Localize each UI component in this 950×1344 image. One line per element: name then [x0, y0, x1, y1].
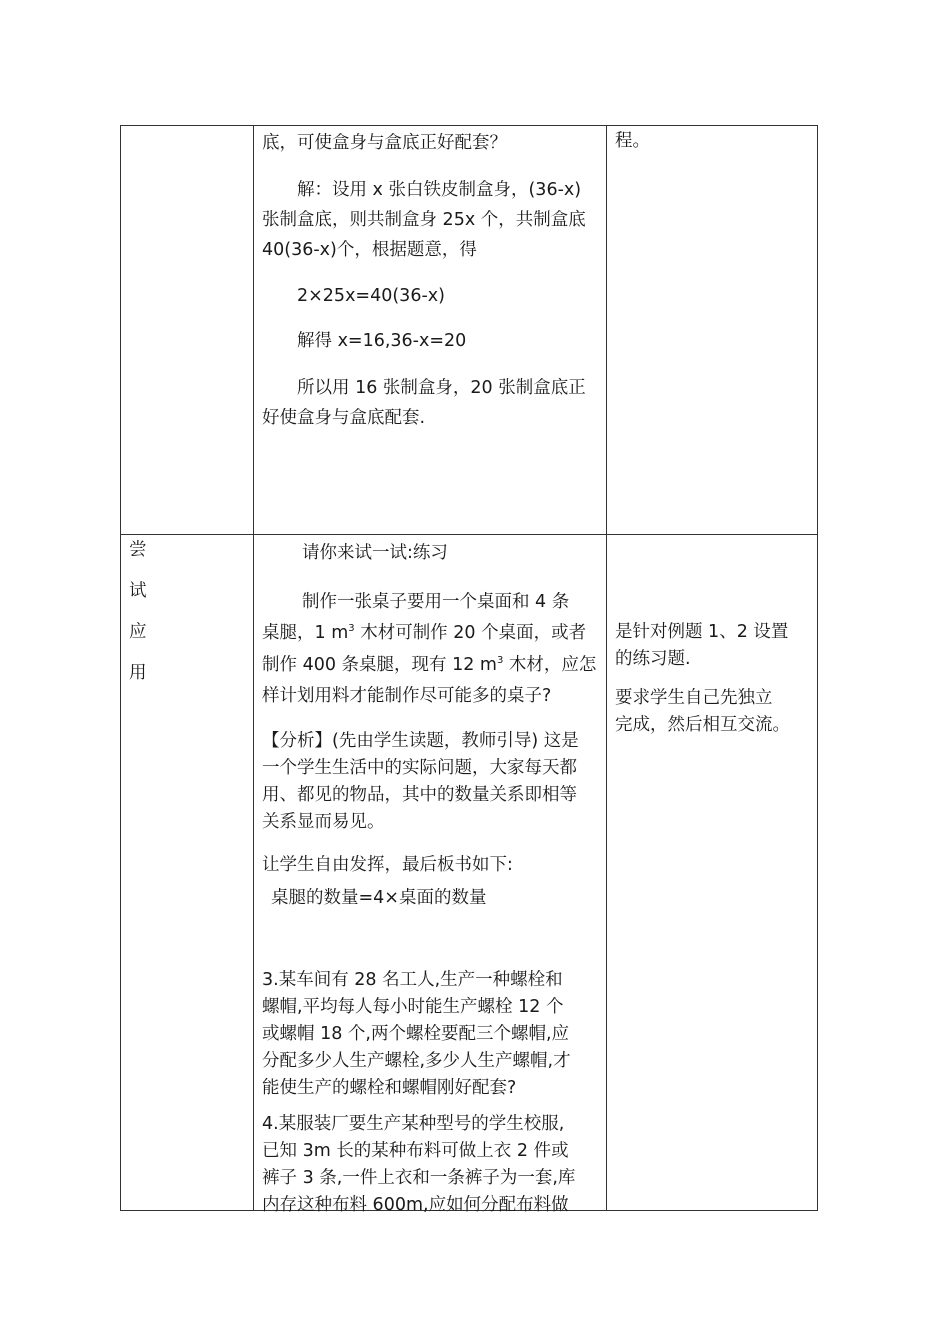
text-line: 制作一张桌子要用一个桌面和 4 条	[302, 592, 570, 612]
question-4-line: 裤子 3 条,一件上衣和一条裤子为一套,库	[262, 1168, 576, 1188]
note-text: 程。	[615, 131, 650, 151]
row1-middle-cell	[254, 126, 607, 535]
note-text: 要求学生自己先独立	[615, 688, 773, 708]
question-4-line: 4.某服装厂要生产某种型号的学生校服,	[262, 1114, 565, 1134]
text-line: 好使盒身与盒底配套.	[262, 408, 426, 428]
exercise-intro: 请你来试一试:练习	[302, 543, 448, 563]
question-4-line: 已知 3m 长的某种布料可做上衣 2 件或	[262, 1141, 569, 1161]
section-char: 用	[129, 663, 147, 683]
lesson-plan-table	[120, 125, 818, 1215]
text-line: 40(36-x)个，根据题意，得	[262, 240, 477, 260]
solution: 解得 x=16,36-x=20	[297, 331, 467, 351]
question-3-line: 螺帽,平均每人每小时能生产螺栓 12 个	[262, 997, 564, 1017]
row2-left-cell	[121, 535, 254, 1211]
section-char: 应	[129, 622, 147, 642]
question-4-line: 内存这种布料 600m,应如何分配布料做	[262, 1195, 569, 1215]
text-line: 制作 400 条桌腿，现有 12 $m^3$ 木材，应怎	[262, 655, 597, 675]
section-char: 尝	[129, 540, 147, 560]
question-3-line: 能使生产的螺栓和螺帽刚好配套?	[262, 1078, 517, 1098]
row2-middle-cell	[254, 535, 607, 1215]
analysis-line: 【分析】(先由学生读题，教师引导) 这是	[262, 731, 579, 751]
text-line: 让学生自由发挥，最后板书如下:	[262, 855, 513, 875]
table-row	[121, 126, 818, 535]
question-3-line: 3.某车间有 28 名工人,生产一种螺栓和	[262, 970, 563, 990]
equation: 2×25x=40(36-x)	[297, 286, 445, 306]
row1-left-cell	[121, 126, 254, 535]
note-text: 是针对例题 1、2 设置	[615, 622, 789, 642]
question-3-line: 或螺帽 18 个,两个螺栓要配三个螺帽,应	[262, 1024, 570, 1044]
section-char: 试	[129, 581, 147, 601]
text-line: 桌腿，1 $m^3$ 木材可制作 20 个桌面，或者	[262, 623, 587, 643]
text-line: 所以用 16 张制盒身，20 张制盒底正	[297, 378, 586, 398]
note-text: 完成，然后相互交流。	[615, 715, 790, 735]
analysis-line: 关系显而易见。	[262, 812, 385, 832]
row2-right-cell	[607, 535, 818, 1211]
analysis-line: 用、都见的物品，其中的数量关系即相等	[262, 785, 577, 805]
table-row	[121, 535, 818, 1211]
question-3-line: 分配多少人生产螺栓,多少人生产螺帽,才	[262, 1051, 571, 1071]
text-line: 解：设用 x 张白铁皮制盒身，(36-x)	[297, 180, 582, 200]
text-line: 样计划用料才能制作尽可能多的桌子?	[262, 686, 552, 706]
note-text: 的练习题.	[615, 649, 691, 669]
text-line: 张制盒底，则共制盒身 25x 个，共制盒底	[262, 210, 586, 230]
text-line: 底，可使盒身与盒底正好配套？	[262, 133, 507, 153]
analysis-line: 一个学生生活中的实际问题，大家每天都	[262, 758, 577, 778]
row1-right-cell	[607, 126, 818, 535]
formula: 桌腿的数量=4×桌面的数量	[271, 888, 487, 908]
